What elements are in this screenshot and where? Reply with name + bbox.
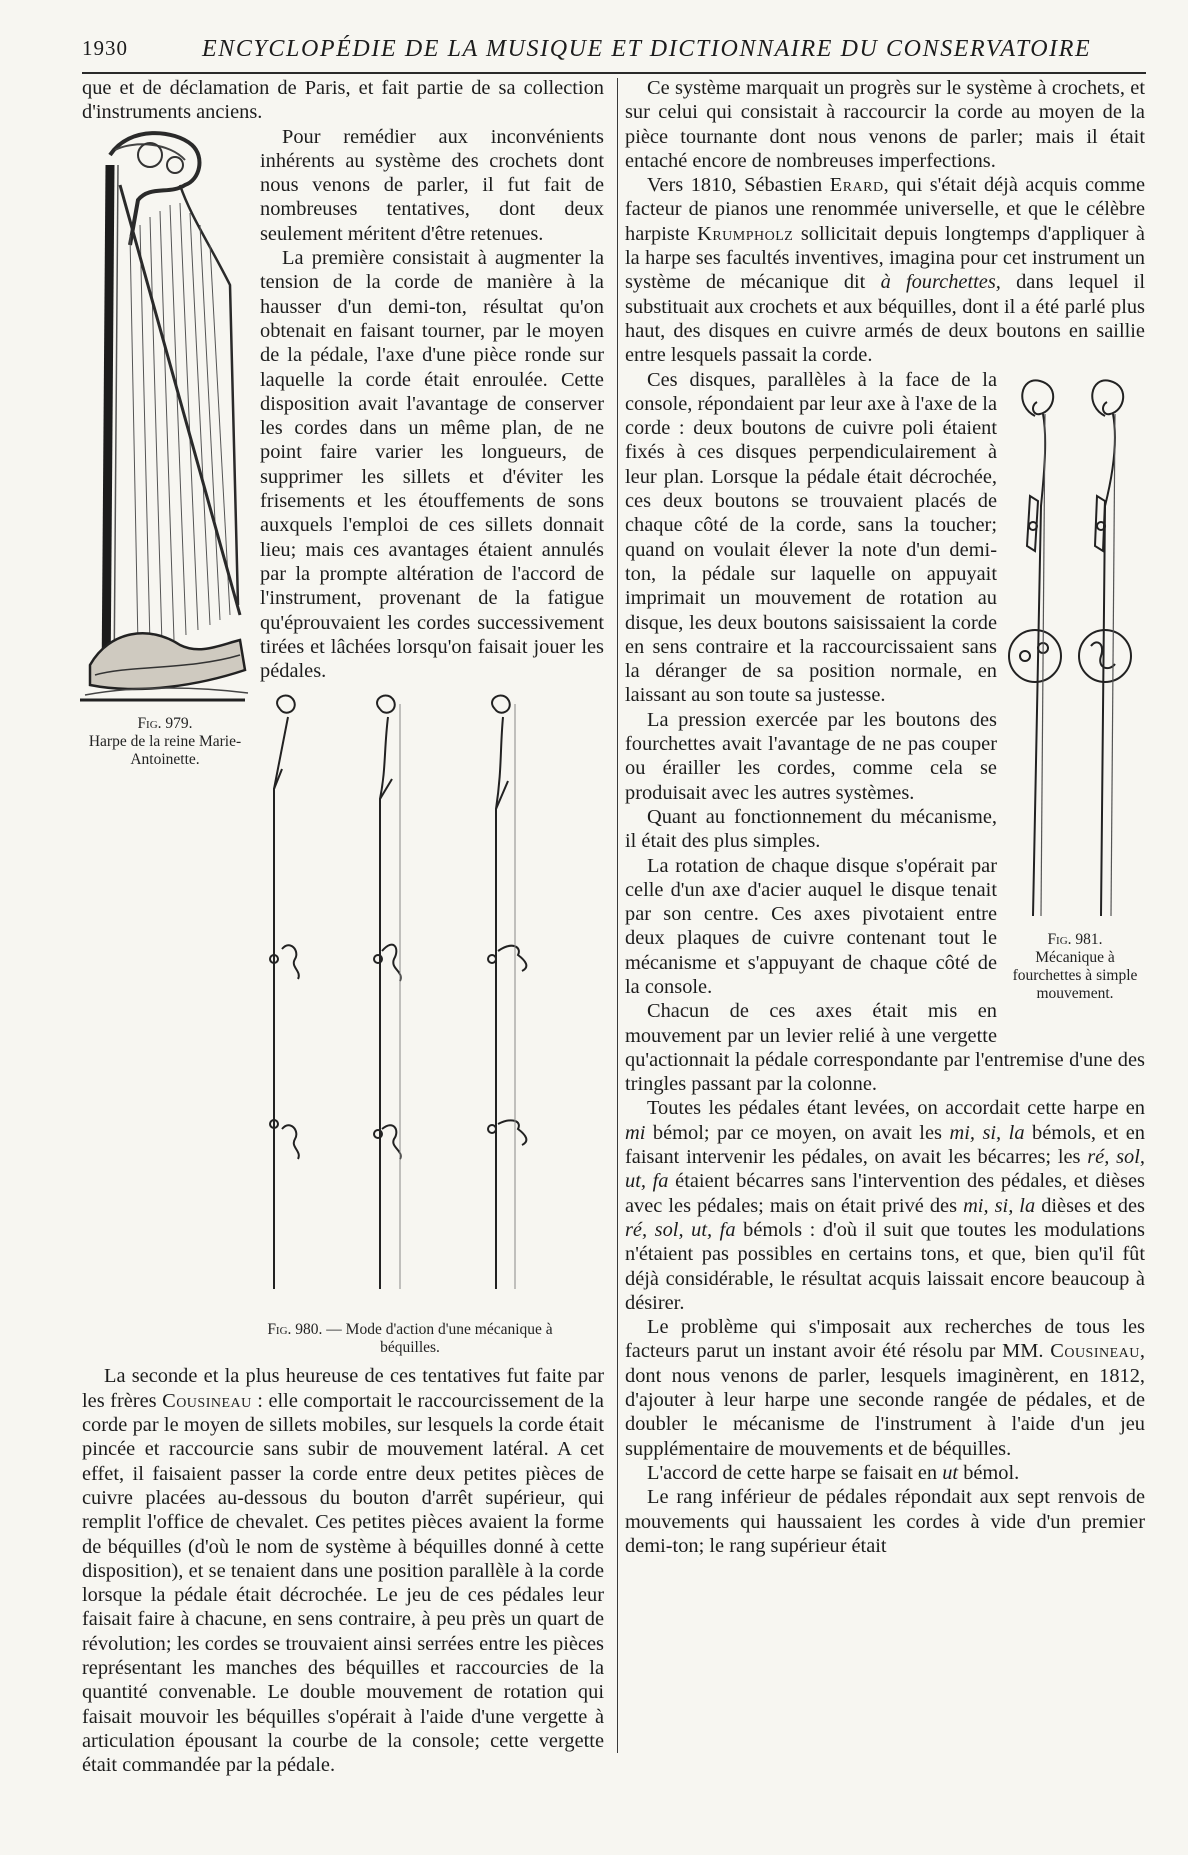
note-ut: ut xyxy=(942,1461,959,1484)
figure-980-text: — Mode d'action d'une mécanique à béquilles. xyxy=(326,1321,553,1357)
left-column xyxy=(82,76,604,1777)
name-cousineau-2: Cousineau xyxy=(1050,1340,1140,1363)
running-title: ENCYCLOPÉDIE DE LA MUSIQUE ET DICTIONNAIRE DU CONSERVATOIRE xyxy=(202,36,1092,62)
right-paragraph-8-f: bémols : d'où il suit que toutes les modulations n'étaient pas possibles en certains tons, et que, bien qu'il fût déjà considérable, le résultat acquis laissait encore beaucoup à désirer. xyxy=(625,1218,1145,1314)
column-divider xyxy=(617,78,618,1753)
right-paragraph-9 xyxy=(625,1315,1145,1461)
right-paragraph-11: Le rang inférieur de pédales répondait aux sept renvois de mouvements qui haussaient les cordes à vide d'un premier demi-ton; le rang supérieur était xyxy=(625,1486,1145,1557)
figure-980-caption xyxy=(260,1321,560,1357)
right-paragraph-10 xyxy=(625,1461,1145,1485)
figure-981-caption xyxy=(1005,931,1145,1003)
figure-980 xyxy=(260,689,560,1364)
left-paragraph-3: La première consistait à augmenter la tension de la corde de manière à la hausser d'un demi-ton, résultat qu'on obtenait en faisant tourner, par le moyen de la pédale, l'axe d'une pièce ronde sur laquelle la corde était enroulée. Cette disposition avait l'avantage de conserver les cordes dans un même plan, de ne point faire varier les longueurs, de supprimer les sillets et d'éviter les frisements et les étouffements de sons auxquels l'emploi de ces sillets donnait lieu; mais ces avantages étaient annulés par la prompte altération de l'accord de l'instrument, provenant de la fatigue qu'éprouvaient les cordes successivement tirées et lâchées lorsqu'on faisait jouer les pédales. xyxy=(260,247,604,683)
right-paragraph-9-a: Le problème qui s'imposait aux recherches de tous les facteurs parut un instant avoir été résolu par MM. xyxy=(625,1316,1145,1363)
notes-re-sol-ut-fa-2: ré, sol, ut, fa xyxy=(625,1218,736,1241)
figure-979 xyxy=(80,125,250,785)
left-paragraph-4-rest: : elle comportait le raccourcissement de la corde par le moyen de sillets mobiles, sur lesquels la corde était pincée et raccourcie sans subir de mouvement latéral. A cet effet, il faisaient passer la corde entre deux petites pièces de cuivre placées au-dessous du bouton d'arrêt supérieur, qui remplit l'office de chevalet. Ces petites pièces avaient la forme de béquilles (d'où le nom de système à béquilles donné à cette disposition), et se tenaient dans une position parallèle à la corde lorsque la pédale était décrochée. Le jeu de ces pédales leur faisait faire à chacune, en sens contraire, à peu près un quart de révolution; les cordes se trouvaient ainsi serrées entre les pièces représentant les manches des béquilles et raccourcies de la quantité convenable. Le double mouvement de rotation qui faisait mouvoir les béquilles s'opérait à l'aide d'une vergette à articulation épousant la courbe de la console; cette vergette était commandée par la pédale. xyxy=(82,1389,604,1777)
right-paragraph-10-b: bémol. xyxy=(958,1461,1020,1484)
bequilles-mechanism-illustration xyxy=(260,689,560,1314)
right-paragraph-7: Chacun de ces axes était mis en mouvement par un levier relié à une vergette qu'actionnait la pédale correspondante par l'entremise d'une des tringles passant par la colonne. xyxy=(625,1000,1145,1096)
right-paragraph-3: Ces disques, parallèles à la face de la console, répondaient par leur axe à l'axe de la corde : deux boutons de cuivre poli étaient fixés à ces disques perpendiculairement à leur plan. Lorsque la pédale était décrochée, ces deux boutons se trouvaient placés de chaque côté de la corde, sans la toucher; quand on voulait élever la note d'un demi-ton, la pédale sur laquelle on appuyait imprimait un mouvement de rotation au disque, les deux boutons saisissaient la corde en sens contraire et la raccourcissaient sans la déranger de sa position normale, en laissant au son toute sa justesse. xyxy=(625,368,997,707)
notes-re-sol-ut-fa: ré, sol, ut, fa xyxy=(625,1146,1145,1193)
harp-illustration xyxy=(80,125,250,715)
right-paragraph-8 xyxy=(625,1096,1145,1315)
right-paragraph-8-b: bémol; par ce moyen, on avait les xyxy=(645,1121,942,1144)
term-fourchettes: à fourchettes, xyxy=(880,271,1001,294)
page-number: 1930 xyxy=(82,36,128,60)
left-paragraph-1: que et de déclamation de Paris, et fait partie de sa collection d'instruments anciens. xyxy=(82,77,604,124)
figure-980-label: Fig. 980. xyxy=(267,1321,323,1339)
left-paragraph-4-start: La seconde et la plus heureuse de ces tentatives fut faite par les frères xyxy=(82,1365,604,1412)
right-column xyxy=(625,76,1145,1558)
right-paragraph-2-a: Vers 1810, Sébastien xyxy=(647,174,823,197)
left-paragraph-2: Pour remédier aux inconvénients inhérents au système des crochets dont nous venons de parler, il fut fait de nombreuses tentatives, dont deux seulement méritent d'être retenues. xyxy=(260,125,604,245)
right-paragraph-10-a: L'accord de cette harpe se faisait en xyxy=(647,1461,938,1484)
right-paragraph-9-b: , dont nous venons de parler, lesquels imaginèrent, en 1812, d'ajouter à leur harpe une seconde rangée de pédales, et de doubler le mécanisme de l'instrument à l'aide d'un jeu supplémentaire de mouvements et de béquilles. xyxy=(625,1340,1145,1460)
right-paragraph-2 xyxy=(625,173,1145,367)
figure-979-caption xyxy=(80,715,250,769)
name-cousineau: Cousineau xyxy=(162,1389,252,1412)
right-paragraph-2-c: sollicitait depuis longtemps d'appliquer à la harpe ses facultés inventives, imagina pour cet instrument un système de mécanique dit xyxy=(625,222,1145,294)
note-mi: mi xyxy=(625,1121,646,1144)
fourchettes-mechanism-illustration xyxy=(1005,376,1145,921)
figure-981 xyxy=(1005,376,1145,1036)
right-paragraph-6: La rotation de chaque disque s'opérait par celle d'un axe d'acier auquel le disque tenait par son centre. Ces axes pivotaient entre deux plaques de cuivre contenant tout le mécanisme et s'appuyant de chaque côté de la console. xyxy=(625,854,997,998)
page-header xyxy=(82,36,1142,76)
right-paragraph-4: La pression exercée par les boutons des fourchettes avait l'avantage de ne pas couper ou érailler les cordes, comme cela se produisait avec les autres systèmes. xyxy=(625,708,997,804)
notes-mi-si-la-2: mi, si, la xyxy=(963,1194,1036,1217)
figure-979-text: Harpe de la reine Marie-Antoinette. xyxy=(88,732,242,768)
right-paragraph-8-a: Toutes les pédales étant levées, on accordait cette harpe en xyxy=(647,1097,1145,1120)
right-paragraph-1: Ce système marquait un progrès sur le système à crochets, et sur celui qui consistait à raccourcir la corde au moyen de la pièce tournante dont nous venons de parler; mais il était entaché encore de nombreuses imperfections. xyxy=(625,77,1145,172)
right-paragraph-8-d: étaient bécarres sans l'intervention des pédales, et dièses avec les pédales; mais on était privé des xyxy=(625,1170,1145,1217)
right-paragraph-8-c: bémols, et en faisant intervenir les pédales, on avait les bécarres; les xyxy=(625,1121,1145,1169)
right-paragraph-2-d: dans lequel il substituait aux crochets et aux béquilles, dont il a été parlé plus haut, des disques en cuivre armés de deux boutons en saillie entre lesquels passait la corde. xyxy=(625,271,1146,367)
figure-979-label: Fig. 979. xyxy=(137,714,193,732)
name-krumpholz: Krumpholz xyxy=(697,222,794,245)
right-paragraph-8-e: dièses et des xyxy=(1035,1194,1145,1217)
right-paragraph-5: Quant au fonctionnement du mécanisme, il était des plus simples. xyxy=(625,805,997,853)
figure-981-text: Mécanique à fourchettes à simple mouvement. xyxy=(1012,948,1138,1002)
notes-mi-si-la: mi, si, la xyxy=(949,1121,1025,1144)
header-rule xyxy=(82,72,1146,74)
name-erard: Erard xyxy=(829,174,884,197)
right-paragraph-2-b: , qui s'était déjà acquis comme facteur de pianos une renommée universelle, et que le célèbre harpiste xyxy=(625,174,1145,245)
figure-981-label: Fig. 981. xyxy=(1047,930,1103,948)
